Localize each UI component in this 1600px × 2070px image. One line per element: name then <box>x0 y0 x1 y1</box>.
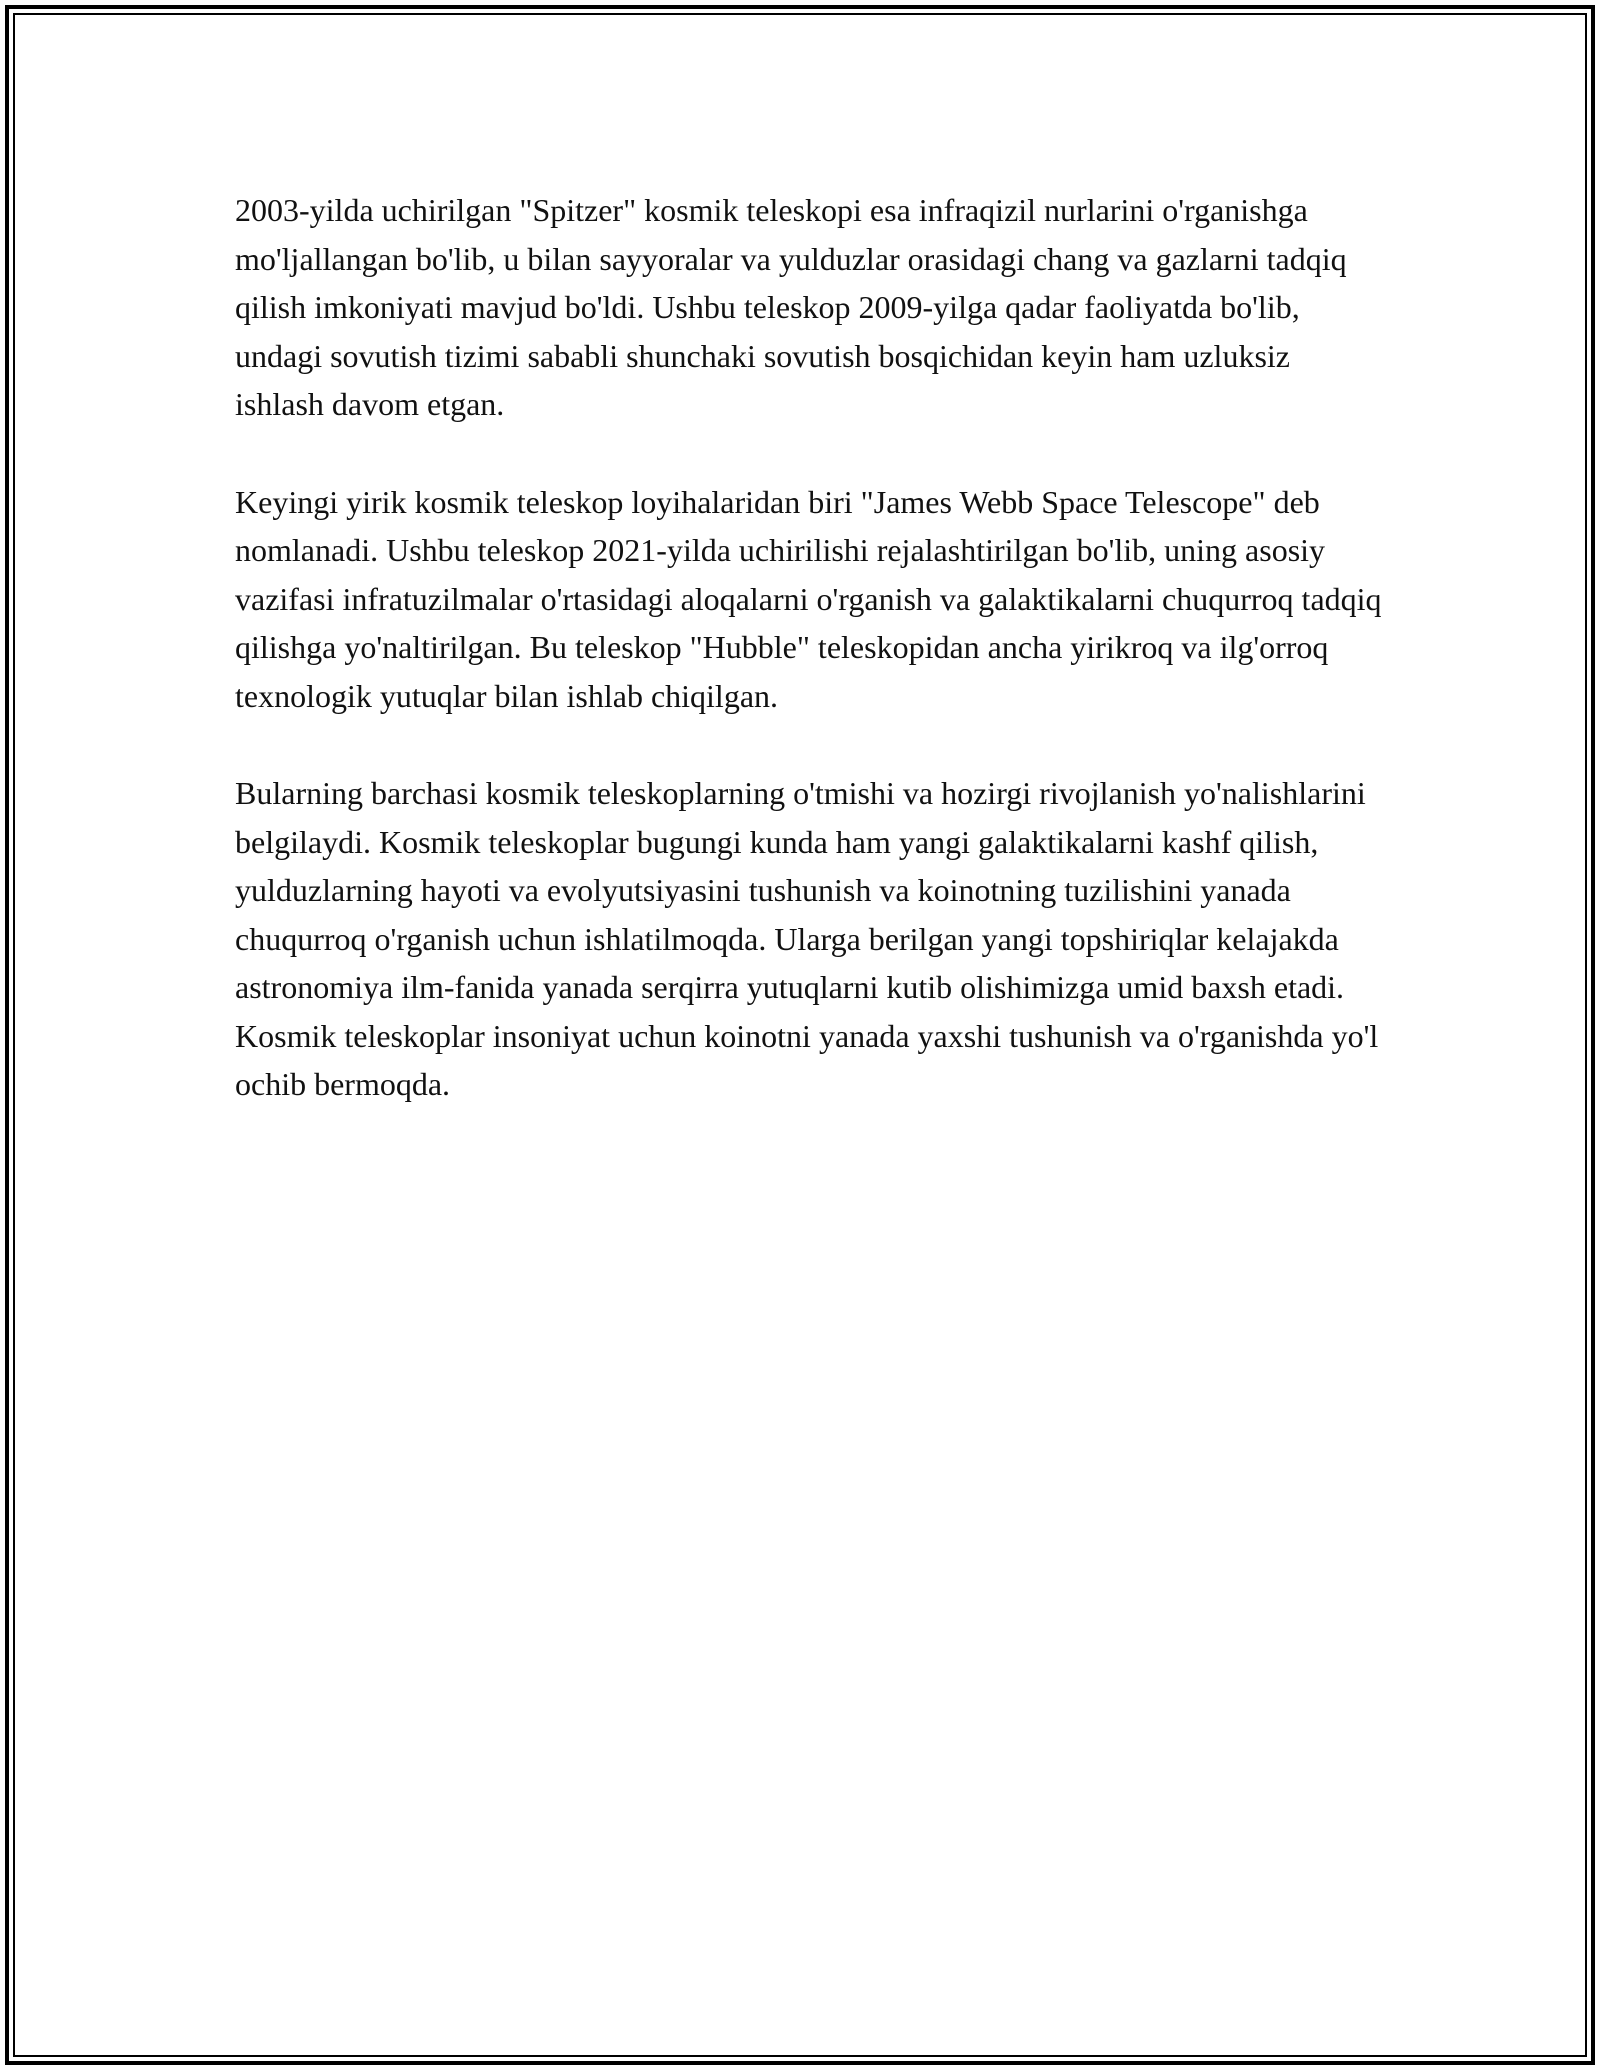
document-body <box>235 186 1385 1158</box>
paragraph-james-webb: Keyingi yirik kosmik teleskop loyihalaridan biri "James Webb Space Telescope" deb nomlanadi. Ushbu teleskop 2021-yilda uchirilishi rejalashtirilgan bo'lib, uning asosiy vazifasi infratuzilmalar o'rtasidagi aloqalarni o'rganish va galaktikalarni chuqurroq tadqiq qilishga yo'naltirilgan. Bu teleskop "Hubble" teleskopidan ancha yirikroq va ilg'orroq texnologik yutuqlar bilan ishlab chiqilgan. <box>235 483 1382 714</box>
paragraph-spitzer: 2003-yilda uchirilgan "Spitzer" kosmik teleskopi esa infraqizil nurlarini o'rganishga mo'ljallangan bo'lib, u bilan sayyoralar va yulduzlar orasidagi chang va gazlarni tadqiq qilish imkoniyati mavjud bo'ldi. Ushbu teleskop 2009-yilga qadar faoliyatda bo'lib, undagi sovutish tizimi sababli shunchaki sovutish bosqichidan keyin ham uzluksiz ishlash davom etgan. <box>235 192 1347 422</box>
paragraph-summary: Bularning barchasi kosmik teleskoplarning o'tmishi va hozirgi rivojlanish yo'nalishlarini belgilaydi. Kosmik teleskoplar bugungi kunda ham yangi galaktikalarni kashf qilish, yulduzlarning hayoti va evolyutsiyasini tushunish va koinotning tuzilishini yanada chuqurroq o'rganish uchun ishlatilmoqda. Ularga berilgan yangi topshiriqlar kelajakda astronomiya ilm-fanida yanada serqirra yutuqlarni kutib olishimizga umid baxsh etadi. Kosmik teleskoplar insoniyat uchun koinotni yanada yaxshi tushunish va o'rganishda yo'l ochib bermoqda. <box>235 775 1379 1102</box>
